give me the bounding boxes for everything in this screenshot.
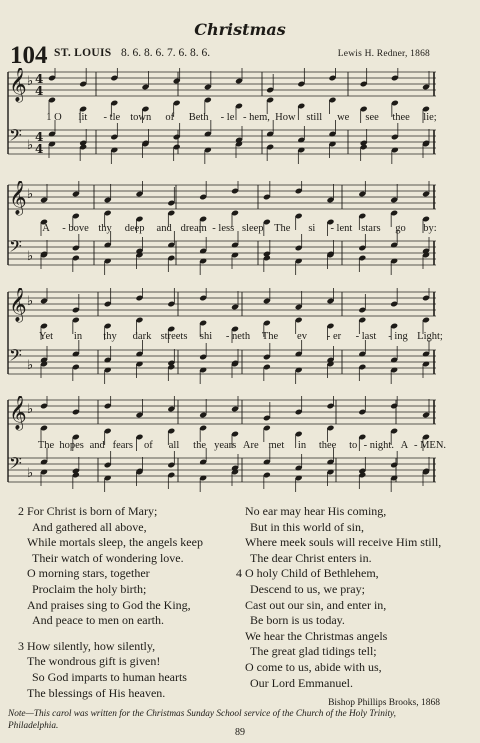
time-signature-bottom: 4 bbox=[35, 84, 44, 98]
flat-icon: ♭ bbox=[27, 138, 34, 153]
lyric-syllable: sleep bbox=[241, 223, 264, 234]
lyric-syllable: deep bbox=[124, 223, 145, 234]
treble-clef-icon: 𝄞 bbox=[9, 396, 27, 430]
verse-line: Cast out our sin, and enter in, bbox=[245, 597, 387, 612]
lyric-syllable: ev bbox=[297, 331, 307, 342]
page-number: 89 bbox=[235, 727, 245, 738]
footnote-text: Note—This carol was written for the Christmas Sunday School service of the Church of the Holy Trinity, Philadelphia. bbox=[8, 709, 396, 731]
lyric-syllable: see bbox=[365, 112, 379, 123]
lyric-syllable: shi bbox=[199, 331, 213, 342]
flat-icon: ♭ bbox=[27, 74, 34, 89]
verse-author: Bishop Phillips Brooks, 1868 bbox=[328, 698, 440, 708]
lyric-syllable: Beth bbox=[188, 112, 209, 123]
flat-icon: ♭ bbox=[27, 358, 34, 373]
bass-clef-icon: 𝄢 bbox=[9, 236, 22, 260]
verse-line: Descend to us, we pray; bbox=[250, 581, 365, 596]
lyric-syllable: - lent bbox=[330, 223, 353, 234]
music-system-3 bbox=[6, 288, 442, 388]
verse-line: Be born is us today. bbox=[250, 613, 345, 628]
verse-line: And peace to men on earth. bbox=[32, 613, 164, 628]
time-signature-bottom: 4 bbox=[35, 142, 44, 156]
lyric-syllable: and bbox=[89, 440, 105, 451]
section-title: Christmas bbox=[194, 20, 286, 39]
verse-line: O morning stars, together bbox=[27, 566, 150, 581]
lyric-syllable: A bbox=[400, 440, 409, 451]
lyric-syllable: A bbox=[42, 223, 50, 234]
verse-line: The great glad tidings tell; bbox=[250, 644, 377, 659]
lyric-syllable: in bbox=[297, 440, 307, 451]
lyric-syllable: lit bbox=[78, 112, 88, 123]
lyric-syllable: and bbox=[156, 223, 172, 234]
lyric-syllable: - night. bbox=[363, 440, 394, 451]
bass-clef-icon: 𝄢 bbox=[9, 453, 22, 477]
lyric-syllable: - tle bbox=[103, 112, 121, 123]
lyric-syllable: - hem, bbox=[243, 112, 270, 123]
lyric-syllable: The bbox=[37, 440, 55, 451]
hymn-number: 104 bbox=[10, 42, 48, 69]
lyric-syllable: Are bbox=[242, 440, 259, 451]
verse-line: 2 For Christ is born of Mary; bbox=[18, 504, 158, 518]
lyric-syllable: Light; bbox=[417, 331, 443, 342]
flat-icon: ♭ bbox=[27, 187, 34, 202]
lyric-syllable: in bbox=[73, 331, 83, 342]
lyric-syllable: hopes bbox=[59, 440, 84, 451]
tune-name: ST. LOUIS bbox=[54, 47, 112, 59]
meter: 8. 6. 8. 6. 7. 6. 8. 6. bbox=[121, 47, 211, 59]
lyric-syllable: The bbox=[261, 331, 279, 342]
verse-line: 3 How silently, how silently, bbox=[18, 638, 156, 653]
music-system-2 bbox=[6, 181, 442, 281]
verse-line: So God imparts to human hearts bbox=[32, 669, 187, 684]
verse-line: And praises sing to God the King, bbox=[27, 597, 191, 612]
verse-line: Where meek souls will receive Him still, bbox=[245, 535, 442, 550]
lyric-syllable: - le bbox=[220, 112, 235, 123]
flat-icon: ♭ bbox=[27, 249, 34, 264]
verse-line: 4 O holy Child of Bethlehem, bbox=[236, 566, 379, 581]
time-signature-top: 4 bbox=[35, 72, 44, 86]
flat-icon: ♭ bbox=[27, 294, 34, 309]
lyric-syllable: streets bbox=[160, 331, 188, 342]
verse-line: But in this world of sin, bbox=[250, 519, 365, 534]
lyric-syllable: Yet bbox=[38, 331, 54, 342]
lyric-syllable: 1 O bbox=[46, 112, 62, 123]
lyric-syllable: all bbox=[168, 440, 180, 451]
verse-line: O come to us, abide with us, bbox=[245, 659, 382, 674]
treble-clef-icon: 𝄞 bbox=[9, 68, 27, 102]
lyric-syllable: thee bbox=[318, 440, 337, 451]
verse-line: While mortals sleep, the angels keep bbox=[27, 535, 203, 550]
verse-line bbox=[18, 629, 203, 639]
lyric-syllable: thee bbox=[392, 112, 410, 123]
flat-icon: ♭ bbox=[27, 466, 34, 481]
lyric-syllable: of bbox=[165, 112, 175, 123]
treble-clef-icon: 𝄞 bbox=[9, 181, 27, 215]
treble-clef-icon: 𝄞 bbox=[9, 288, 27, 322]
lyric-syllable: met bbox=[268, 440, 285, 451]
verse-column-left bbox=[18, 504, 203, 701]
lyric-line-4 bbox=[6, 440, 447, 454]
lyric-syllable: thy bbox=[98, 223, 112, 234]
verse-line: And gathered all above, bbox=[32, 519, 147, 534]
lyric-syllable: to bbox=[349, 440, 358, 451]
lyric-syllable: - er bbox=[326, 331, 342, 342]
lyric-line-3 bbox=[6, 331, 442, 345]
lyric-syllable: - ing bbox=[388, 331, 408, 342]
lyric-syllable: - less bbox=[212, 223, 235, 234]
lyric-syllable: of bbox=[144, 440, 153, 451]
lyric-syllable: years bbox=[214, 440, 237, 451]
lyric-syllable: dark bbox=[132, 331, 152, 342]
lyric-syllable: thy bbox=[103, 331, 117, 342]
verse-column-right bbox=[236, 504, 441, 691]
flat-icon: ♭ bbox=[27, 402, 34, 417]
lyric-syllable: town bbox=[130, 112, 152, 123]
composer: Lewis H. Redner, 1868 bbox=[337, 49, 430, 59]
lyric-syllable: lie; bbox=[423, 112, 437, 123]
lyric-syllable: si bbox=[308, 223, 316, 234]
verse-line: No ear may hear His coming, bbox=[245, 504, 387, 518]
verse-line: Our Lord Emmanuel. bbox=[250, 675, 353, 690]
lyric-syllable: still bbox=[306, 112, 323, 123]
time-signature-top: 4 bbox=[35, 130, 44, 144]
lyric-syllable: - last bbox=[355, 331, 377, 342]
lyric-syllable: How bbox=[275, 112, 296, 123]
verse-line: The dear Christ enters in. bbox=[250, 550, 372, 565]
verse-line: The wondrous gift is given! bbox=[27, 654, 161, 669]
verse-line: We hear the Christmas angels bbox=[245, 628, 388, 643]
lyric-syllable: we bbox=[337, 112, 350, 123]
lyric-syllable: The bbox=[274, 223, 291, 234]
lyric-syllable: fears bbox=[112, 440, 133, 451]
lyric-syllable: - bove bbox=[62, 223, 89, 234]
lyric-syllable: by: bbox=[423, 223, 437, 234]
lyric-syllable: the bbox=[193, 440, 207, 451]
lyric-line-2 bbox=[6, 223, 442, 237]
bass-clef-icon: 𝄢 bbox=[9, 125, 22, 149]
music-system-4 bbox=[6, 396, 447, 496]
verse-line: Their watch of wondering love. bbox=[32, 550, 184, 565]
bass-clef-icon: 𝄢 bbox=[9, 345, 22, 369]
lyric-syllable: go bbox=[395, 223, 406, 234]
lyric-syllable: - MEN. bbox=[413, 440, 447, 451]
verse-line: The blessings of His heaven. bbox=[27, 685, 166, 700]
music-system-1 bbox=[6, 68, 442, 168]
lyric-syllable: stars bbox=[361, 223, 381, 234]
lyric-syllable: dream bbox=[180, 223, 207, 234]
lyric-syllable: - neth bbox=[225, 331, 251, 342]
lyric-line-1 bbox=[6, 112, 442, 126]
verse-line: Proclaim the holy birth; bbox=[32, 581, 147, 596]
